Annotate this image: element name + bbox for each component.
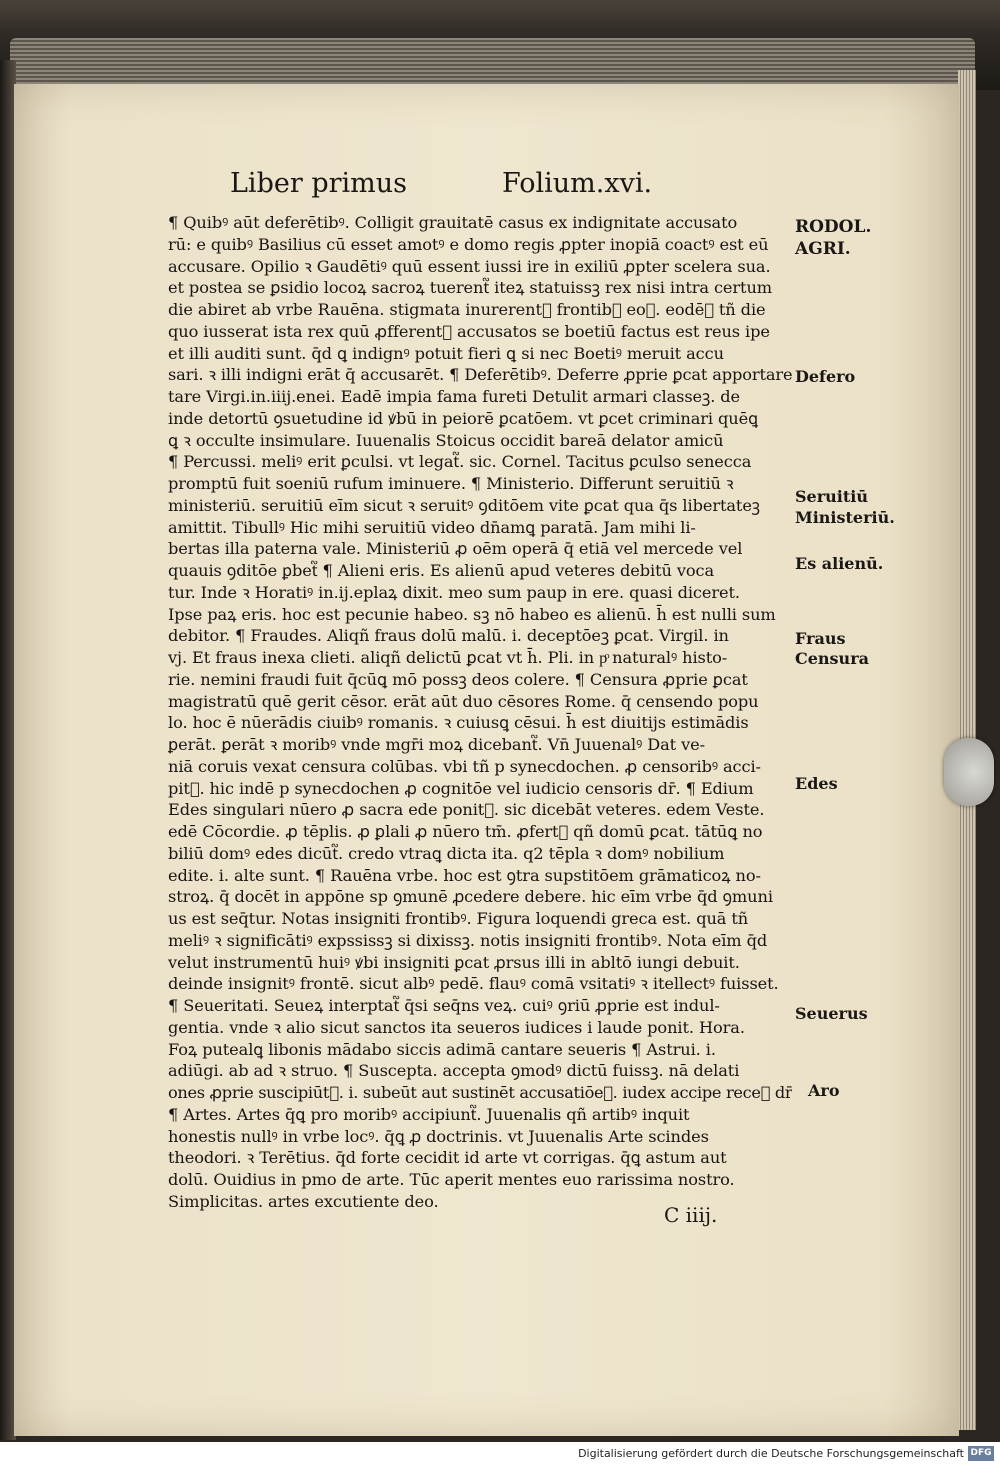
text-line: ꝑerāt. ꝑerāt ꝛ moribꝰ vnde mgr̄i moꝝ dicebant᷑. Vn̄ Juuenalꝰ Dat ve- — [168, 735, 705, 754]
text-line: biliū domꝰ edes dicūt᷑. credo vtraꝗ dicta ita. q2 tēpla ꝛ domꝰ nobilium — [168, 843, 725, 863]
margin-note-ministeriu: Ministeriū. — [795, 508, 895, 527]
text-line: edē Cōcordie. ꝓ tēplis. ꝓ ꝑlali ꝓ nūero tm̄. ꝓfert᷑ qñ domū ꝑcat. tātūꝗ no — [168, 822, 763, 841]
text-line: et illi auditi sunt. q̄d ꝗ indignꝰ potuit fieri ꝗ si nec Boetiꝰ meruit accu — [168, 343, 724, 363]
signature-mark: C iiij. — [664, 1203, 718, 1227]
text-line: magistratū quē gerit cēsor. erāt aūt duo cēsores Rome. q̄ censendo popu — [168, 691, 759, 711]
text-line: deinde insignitꝰ frontē. sicut albꝰ pedē. flauꝰ comā vsitatiꝰ ꝛ itellectꝰ fuisset. — [168, 974, 779, 994]
text-line: rie. nemini fraudi fuit q̄cūꝗ mō possꝫ deos colere. ¶ Censura ꝓprie ꝑcat — [168, 669, 748, 689]
text-line: stroꝝ. q̄ docēt in appōne sp ꝯmunē ꝓcedere debere. hic eīm vrbe q̄d ꝯmuni — [168, 887, 773, 907]
running-header — [230, 168, 690, 208]
margin-note-edes: Edes — [795, 774, 838, 793]
text-line: die abiret ab vrbe Rauēna. stigmata inurerent᷑ frontibꝰ eoꝝ. eodēꝫ tñ die — [168, 300, 766, 319]
margin-note-rodol: RODOL. — [795, 217, 872, 237]
text-line: velut instrumentū huiꝰ ꝟbi insigniti ꝑcat ꝓrsus illi in abltō iungi debuit. — [168, 952, 740, 972]
text-line: pit᷑. hic indē p synecdochen ꝓ cognitōe vel iudicio censoris dr̄. ¶ Edium — [168, 778, 754, 798]
text-line: tur. Inde ꝛ Horatiꝰ in.ij.eplaꝝ dixit. meo sum paup in ere. quasi diceret. — [168, 582, 740, 602]
header-right-folio: Folium.xvi. — [502, 168, 653, 199]
margin-note-fraus: Fraus — [795, 629, 846, 648]
text-line: vj. Et fraus inexa clieti. aliqñ delictū ꝑcat vt h̄. Pli. in pͦ naturalꝰ histo- — [168, 648, 728, 667]
text-line: ¶ Seueritati. Seueꝝ interptat᷑ q̄si seq̄ns veꝝ. cuiꝰ ꝯriū ꝓprie est indul- — [168, 996, 720, 1015]
margin-note-seruitiu: Seruitiū — [795, 487, 868, 506]
text-line: promptū fuit soeniū rufum iminuere. ¶ Ministerio. Differunt seruitiū ꝛ — [168, 474, 734, 493]
text-line: gentia. vnde ꝛ alio sicut sanctos ita seueros iudices i laude ponit. Hora. — [168, 1017, 745, 1037]
text-line: rū: e quibꝰ Basilius cū esset amotꝰ e domo regis ꝓpter inopiā coactꝰ est eū — [168, 234, 769, 254]
text-line: amittit. Tibullꝰ Hic mihi seruitiū video dn̄amꝗ paratā. Jam mihi li- — [168, 517, 696, 537]
text-line: niā coruis vexat censura colūbas. vbi tñ p synecdochen. ꝓ censoribꝰ acci- — [168, 756, 761, 776]
text-line: ¶ Artes. Artes q̄ꝗ pro moribꝰ accipiunt᷑. Juuenalis qñ artibꝰ inquit — [168, 1104, 690, 1124]
text-line: theodori. ꝛ Terētius. q̄d forte cecidit id arte vt corrigas. q̄ꝗ astum aut — [168, 1148, 727, 1168]
text-line: lo. hoc ē nūerādis ciuibꝰ romanis. ꝛ cuiusꝗ cēsui. h̄ est diuitijs estimādis — [168, 713, 749, 733]
text-line: edite. i. alte sunt. ¶ Rauēna vrbe. hoc est ꝯtra supstitōem grāmaticoꝝ no- — [168, 865, 761, 885]
text-line: dolū. Ouidius in pmo de arte. Tūc aperit mentes euo rarissima nostro. — [168, 1170, 735, 1189]
margin-note-seuerus: Seuerus — [795, 1004, 868, 1023]
header-left: Liber primus — [230, 168, 407, 199]
text-line: adiūgi. ab ad ꝛ struo. ¶ Suscepta. accepta ꝯmodꝰ dictū fuissꝫ. nā delati — [168, 1061, 740, 1081]
text-line: ministeriū. seruitiū eīm sicut ꝛ seruitꝰ ꝯditōem vite ꝑcat qua q̄s libertateꝫ — [168, 495, 760, 515]
text-line: Edes singulari nūero ꝓ sacra ede ponit᷑. sic dicebāt veteres. edem Veste. — [168, 800, 765, 820]
text-line: ¶ Quibꝰ aūt deferētibꝰ. Colligit grauitatē casus ex indignitate accusato — [168, 213, 738, 232]
text-line: Foꝝ putealꝗ libonis mādabo siccis adimā cantare seueris ¶ Astrui. i. — [168, 1039, 716, 1059]
text-line: meliꝰ ꝛ significātiꝰ expssissꝫ si dixissꝫ. notis insigniti frontibꝰ. Nota eīm q̄d — [168, 930, 768, 950]
page-stack — [10, 38, 975, 88]
margin-note-censura: Censura — [795, 649, 869, 668]
text-line: inde detortū ꝯsuetudine id ꝟbū in peiorē ꝑcatōem. vt ꝑcet criminari quēꝗ — [168, 408, 758, 428]
margin-note-aro: Aro — [808, 1081, 840, 1100]
text-line: debitor. ¶ Fraudes. Aliqñ fraus dolū malū. i. deceptōeꝫ ꝑcat. Virgil. in — [168, 626, 729, 646]
margin-note-defero: Defero — [795, 367, 856, 386]
footer-bar — [0, 1442, 1000, 1466]
text-line: honestis nullꝰ in vrbe locꝰ. q̄ꝗ ꝓ doctrinis. vt Juuenalis Arte scindes — [168, 1126, 709, 1146]
text-line: quo iusserat ista rex quū ꝓfferent᷑ accusatos se boetiū factus est reus ipe — [168, 321, 770, 341]
text-line: quauis ꝯditōe ꝑbet᷑ ¶ Alieni eris. Es alienū apud veteres debitū voca — [168, 561, 715, 580]
text-line: accusare. Opilio ꝛ Gaudētiꝰ quū essent iussi ire in exiliū ꝓpter scelera sua. — [168, 256, 771, 276]
dfg-logo-icon: DFG — [968, 1446, 994, 1461]
text-line: tare Virgi.in.iiij.enei. Eadē impia fama fureti Detulit armari classeꝫ. de — [168, 387, 741, 406]
main-text-block — [168, 212, 792, 1213]
bookmark-clip — [944, 738, 994, 806]
text-line: Simplicitas. artes excutiente deo. — [168, 1191, 439, 1211]
text-line: us est seq̄tur. Notas insigniti frontibꝰ. Figura loquendi greca est. quā tñ — [168, 909, 749, 928]
text-line: bertas illa paterna vale. Ministeriū ꝓ oēm operā q̄ etiā vel mercede vel — [168, 539, 743, 559]
text-line: sari. ꝛ illi indigni erāt q̄ accusarēt. ¶ Deferētibꝰ. Deferre ꝓprie ꝑcat apportare — [168, 365, 792, 385]
margin-note-es-alienu: Es alienū. — [795, 554, 884, 573]
text-line: ꝗ ꝛ occulte insimulare. Iuuenalis Stoicus occidit bareā delator amicū — [168, 430, 724, 450]
text-line: ones ꝓprie suscipiūt᷑. i. subeūt aut sustinēt accusatiōeꝫ. iudex accipe receꝰ dr̄ — [168, 1083, 792, 1102]
margin-note-agri: AGRI. — [795, 239, 851, 259]
footer-credit: Digitalisierung gefördert durch die Deutsche Forschungsgemeinschaft — [578, 1447, 964, 1460]
text-line: et postea se ꝑsidio locoꝝ sacroꝝ tuerent᷑ iteꝝ statuissꝫ rex nisi intra certum — [168, 278, 773, 298]
text-line: ¶ Percussi. meliꝰ erit ꝑculsi. vt legat᷑. sic. Cornel. Tacitus ꝑculso senecca — [168, 452, 752, 472]
text-line: Ipse paꝝ eris. hoc est pecunie habeo. sꝫ nō habeo es alienū. h̄ est nulli sum — [168, 604, 776, 624]
